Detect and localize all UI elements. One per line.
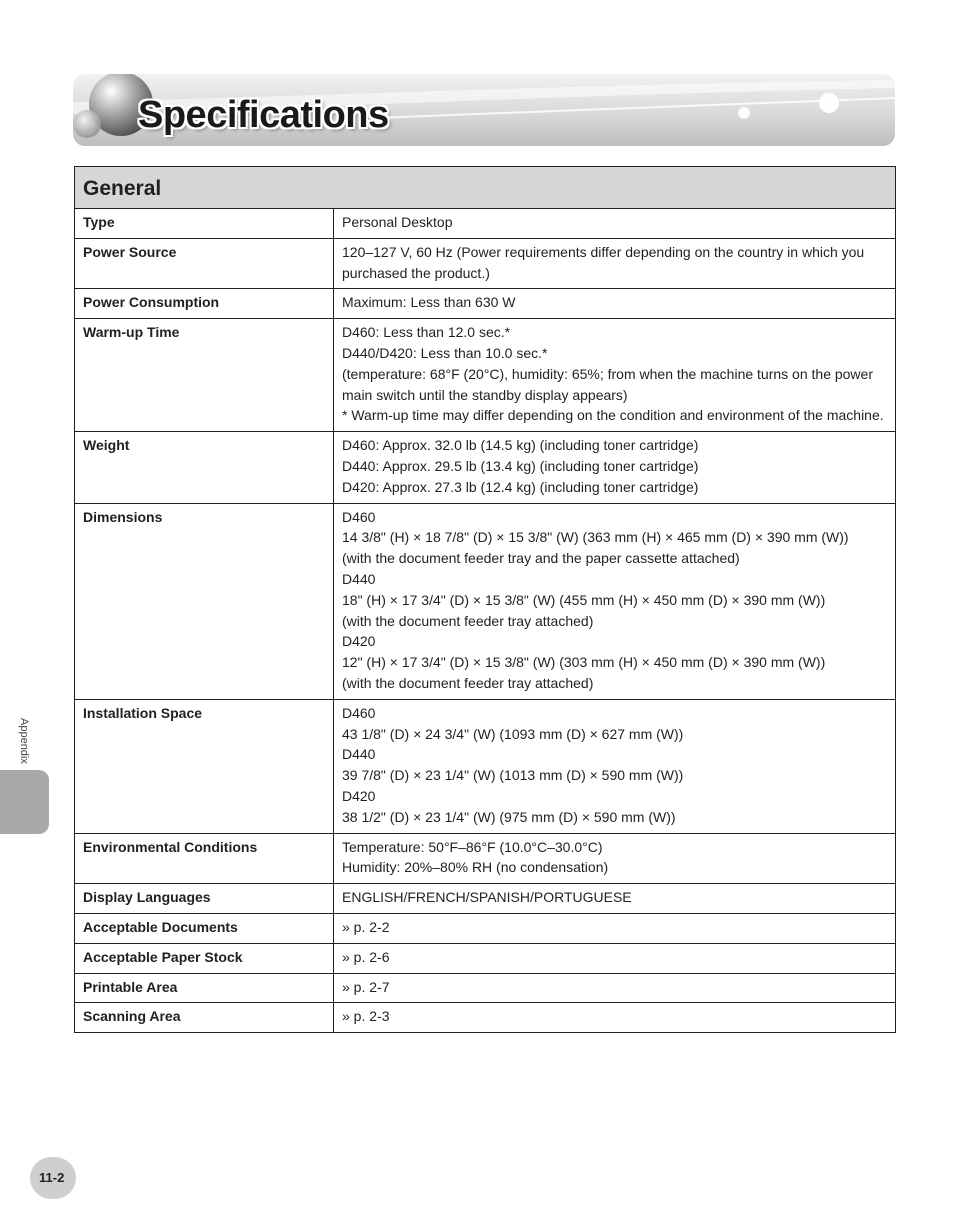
section-title: General [75,167,896,209]
spec-label: Display Languages [75,884,334,914]
chapter-tab [0,770,49,834]
spec-value-line: (with the document feeder tray and the paper cassette attached) [342,550,740,567]
spec-value [334,289,896,319]
spec-label: Installation Space [75,699,334,833]
spec-value-line: D460: Less than 12.0 sec.* [342,324,511,341]
spec-row [75,943,896,973]
spec-row [75,913,896,943]
page-number-badge [30,1157,76,1199]
spec-value-line: (temperature: 68°F (20°C), humidity: 65%; from when the machine turns on the power main switch until the standby display appears) [342,365,873,403]
spec-value-line: D440 [342,570,376,587]
spec-value [334,699,896,833]
page-number: 11-2 [39,1170,65,1185]
spec-footnote: * Warm-up time may differ depending on the condition and environment of the machine. [342,407,884,424]
spec-value-line: D440/D420: Less than 10.0 sec.* [342,344,548,361]
spec-value-line: D420 [342,633,376,650]
spec-value-line: Humidity: 20%–80% RH (no condensation) [342,859,609,876]
spec-value-line: (with the document feeder tray attached) [342,612,594,629]
spec-row [75,884,896,914]
spec-value-line: D440: Approx. 29.5 lb (13.4 kg) (including toner cartridge) [342,457,699,474]
spec-value [334,238,896,289]
spec-value-line: » p. 2-2 [342,918,390,935]
spec-value-line: 18" (H) × 17 3/4" (D) × 15 3/8" (W) (455 mm (H) × 450 mm (D) × 390 mm (W)) [342,591,826,608]
spec-value-line: D420: Approx. 27.3 lb (12.4 kg) (including toner cartridge) [342,478,699,495]
spec-label: Acceptable Paper Stock [75,943,334,973]
spec-table [74,166,896,1033]
spec-value [334,833,896,884]
spec-value-line: Personal Desktop [342,214,453,230]
spec-label: Warm-up Time [75,319,334,432]
spec-value-line: » p. 2-7 [342,978,390,995]
spec-row [75,1003,896,1033]
spec-value-line: 12" (H) × 17 3/4" (D) × 15 3/8" (W) (303 mm (H) × 450 mm (D) × 390 mm (W)) [342,654,826,671]
spec-value [334,913,896,943]
spec-value [334,319,896,432]
spec-label: Weight [75,432,334,503]
spec-value-line: D460: Approx. 32.0 lb (14.5 kg) (including toner cartridge) [342,437,699,454]
spec-value [334,503,896,699]
spec-value [334,209,896,239]
spec-value-line: D420 [342,787,376,804]
spec-row [75,209,896,239]
spec-value [334,884,896,914]
page-title: Specifications [138,94,389,136]
spec-row [75,289,896,319]
spec-value-line: 43 1/8" (D) × 24 3/4" (W) (1093 mm (D) × 627 mm (W)) [342,725,684,742]
spec-value-line: » p. 2-6 [342,948,390,965]
spec-value-line: Temperature: 50°F–86°F (10.0°C–30.0°C) [342,838,603,855]
spec-value-line: 120–127 V, 60 Hz (Power requirements differ depending on the country in which you purchased the product.) [342,243,865,281]
spec-value-line: D460 [342,508,376,525]
spec-value-line: 14 3/8" (H) × 18 7/8" (D) × 15 3/8" (W) (363 mm (H) × 465 mm (D) × 390 mm (W)) [342,529,849,546]
spec-label: Printable Area [75,973,334,1003]
spec-value-line: 39 7/8" (D) × 23 1/4" (W) (1013 mm (D) × 590 mm (W)) [342,767,684,784]
spec-value-line: » p. 2-3 [342,1008,390,1025]
spec-label: Acceptable Documents [75,913,334,943]
spec-value-line: D440 [342,746,376,763]
spec-value-line: ENGLISH/FRENCH/SPANISH/PORTUGUESE [342,889,632,906]
spec-row [75,973,896,1003]
spec-value-line: 38 1/2" (D) × 23 1/4" (W) (975 mm (D) × 590 mm (W)) [342,808,676,825]
spec-value [334,1003,896,1033]
spec-row [75,503,896,699]
spec-label: Power Source [75,238,334,289]
spec-value [334,973,896,1003]
spec-row [75,833,896,884]
spec-value-line: Maximum: Less than 630 W [342,294,516,311]
spec-row [75,432,896,503]
spec-row [75,238,896,289]
spec-label: Type [75,209,334,239]
spec-row [75,699,896,833]
spec-value-line: D460 [342,704,376,721]
section-header-row [75,167,896,209]
spec-label: Scanning Area [75,1003,334,1033]
spec-value [334,943,896,973]
spec-label: Environmental Conditions [75,833,334,884]
spec-value [334,432,896,503]
spec-value-line: (with the document feeder tray attached) [342,674,594,691]
spec-row [75,319,896,432]
spec-label: Power Consumption [75,289,334,319]
chapter-tab-label: Appendix [18,718,30,764]
spec-label: Dimensions [75,503,334,699]
